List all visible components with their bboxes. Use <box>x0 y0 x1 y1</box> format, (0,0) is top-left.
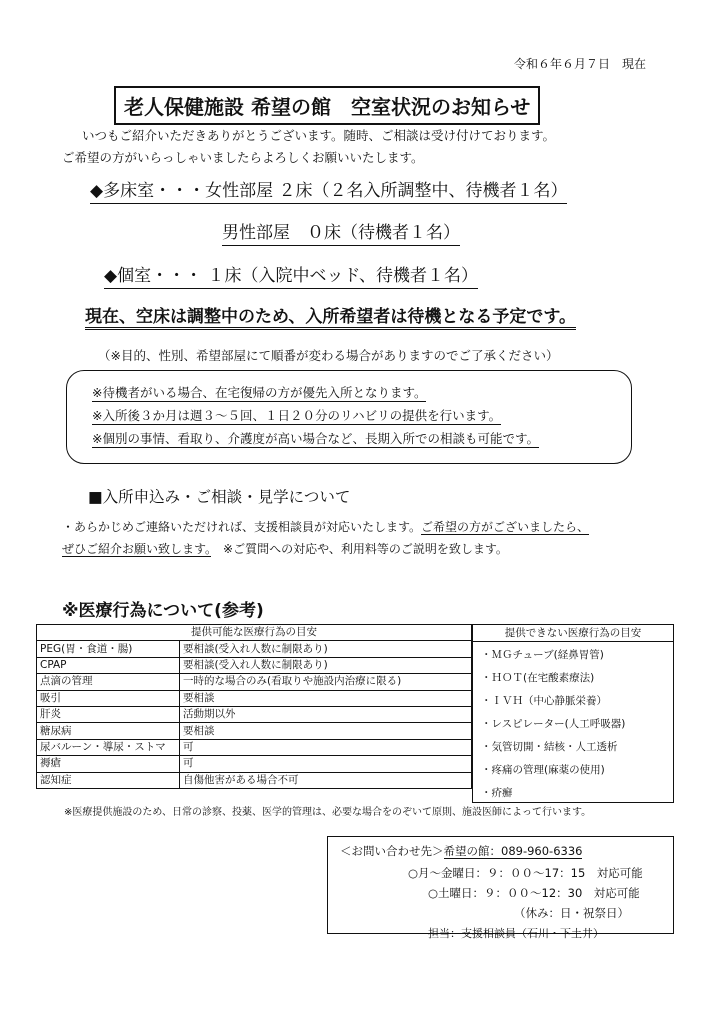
list-item: ・ＭＧチューブ(経鼻胃管) <box>481 649 604 661</box>
contact-box <box>327 836 674 940</box>
note-long-term: ※個別の事情、看取り、介護度が高い場合など、長期入所での相談も可能です。 <box>92 431 539 446</box>
contact-line <box>340 843 582 859</box>
care-condition: 活動期以外 <box>180 706 472 722</box>
care-condition: 一時的な場合のみ(看取りや施設内治療に限る) <box>180 674 472 690</box>
care-item: 糖尿病 <box>37 723 180 739</box>
list-item: ・疼痛の管理(麻薬の使用) <box>481 764 605 776</box>
intro-line-2: ご希望の方がいらっしゃいましたらよろしくお願いいたします。 <box>62 150 424 165</box>
table-row <box>37 674 472 690</box>
care-item: PEG(胃・食道・腸) <box>37 641 180 657</box>
table-row <box>37 641 472 657</box>
admission-line-2b: ※ご質問への対応や、利用料等のご説明を致します。 <box>211 542 508 556</box>
table-row <box>37 756 472 772</box>
list-item: ・疥癬 <box>481 787 513 799</box>
multi-bed-room-status: ◆多床室・・・女性部屋 ２床（２名入所調整中、待機者１名） <box>90 176 567 204</box>
care-condition: 要相談(受入れ人数に制限あり) <box>180 657 472 673</box>
waiting-notice: 現在、空床は調整中のため、入所希望者は待機となる予定です。 <box>85 302 576 330</box>
note-rehab: ※入所後３か月は週３～５回、１日２０分のリハビリの提供を行います。 <box>92 408 502 423</box>
table-row <box>37 772 472 788</box>
page-title: 老人保健施設 希望の館 空室状況のお知らせ <box>114 86 540 125</box>
staff-in-charge: 担当：支援相談員（石川・下土井） <box>428 927 604 940</box>
care-condition: 自傷他害がある場合不可 <box>180 772 472 788</box>
admission-line-2 <box>62 540 508 557</box>
care-item: CPAP <box>37 657 180 673</box>
holiday-note: （休み：日・祝祭日） <box>514 906 629 920</box>
possible-care-header: 提供可能な医療行為の目安 <box>37 625 472 641</box>
list-item: ・レスピレーター(人工呼吸器) <box>481 718 626 730</box>
order-note: （※目的、性別、希望部屋にて順番が変わる場合がありますのでご了承ください） <box>98 348 559 363</box>
possible-care-body <box>37 641 472 789</box>
impossible-care-box <box>472 624 674 803</box>
care-condition: 可 <box>180 739 472 755</box>
admission-line-1a: ・あらかじめご連絡いただければ、支援相談員が対応いたします。 <box>62 520 422 534</box>
admission-line-2a: ぜひご紹介お願い致します。 <box>62 542 212 556</box>
admission-heading: ■入所申込み・ご相談・見学について <box>88 488 351 506</box>
admission-line-1b: ご希望の方がございましたら、 <box>421 520 590 534</box>
table-row <box>37 723 472 739</box>
medical-footnote: ※医療提供施設のため、日常の診察、投薬、医学的管理は、必要な場合をのぞいて原則、施設医師によって行います。 <box>64 807 592 818</box>
table-row <box>37 739 472 755</box>
care-condition: 要相談(受入れ人数に制限あり) <box>180 641 472 657</box>
list-item: ・ＩＶＨ（中心静脈栄養） <box>481 695 607 707</box>
contact-label: ＜お問い合わせ先＞ <box>340 844 444 858</box>
weekday-hours: ○月～金曜日：９：００～17：15 対応可能 <box>408 866 643 880</box>
date-stamp: 令和６年６月７日 現在 <box>513 57 646 71</box>
care-condition: 可 <box>180 756 472 772</box>
care-item: 肝炎 <box>37 706 180 722</box>
table-row <box>37 657 472 673</box>
list-item: ・気管切開・結核・人工透析 <box>481 741 618 753</box>
care-item: 認知症 <box>37 772 180 788</box>
care-item: 点滴の管理 <box>37 674 180 690</box>
care-item: 尿バルーン・導尿・ストマ <box>37 739 180 755</box>
care-condition: 要相談 <box>180 690 472 706</box>
care-condition: 要相談 <box>180 723 472 739</box>
list-item: ・ＨＯＴ(在宅酸素療法) <box>481 672 595 684</box>
medical-heading: ※医療行為について(参考) <box>62 601 264 621</box>
table-row <box>37 706 472 722</box>
table-row <box>37 690 472 706</box>
possible-care-table <box>36 624 472 789</box>
intro-line-1: いつもご紹介いただきありがとうございます。随時、ご相談は受け付けております。 <box>82 128 556 143</box>
male-room-status: 男性部屋 ０床（待機者１名） <box>222 218 460 246</box>
private-room-status: ◆個室・・・ １床（入院中ベッド、待機者１名） <box>104 261 478 289</box>
care-item: 褥瘡 <box>37 756 180 772</box>
saturday-hours: ○土曜日：９：００～12：30 対応可能 <box>428 886 640 900</box>
admission-line-1 <box>62 518 589 535</box>
care-item: 吸引 <box>37 690 180 706</box>
contact-name-phone: 希望の館：089-960-6336 <box>443 844 583 858</box>
impossible-care-header: 提供できない医療行為の目安 <box>473 625 673 642</box>
note-priority: ※待機者がいる場合、在宅復帰の方が優先入所となります。 <box>92 385 427 400</box>
